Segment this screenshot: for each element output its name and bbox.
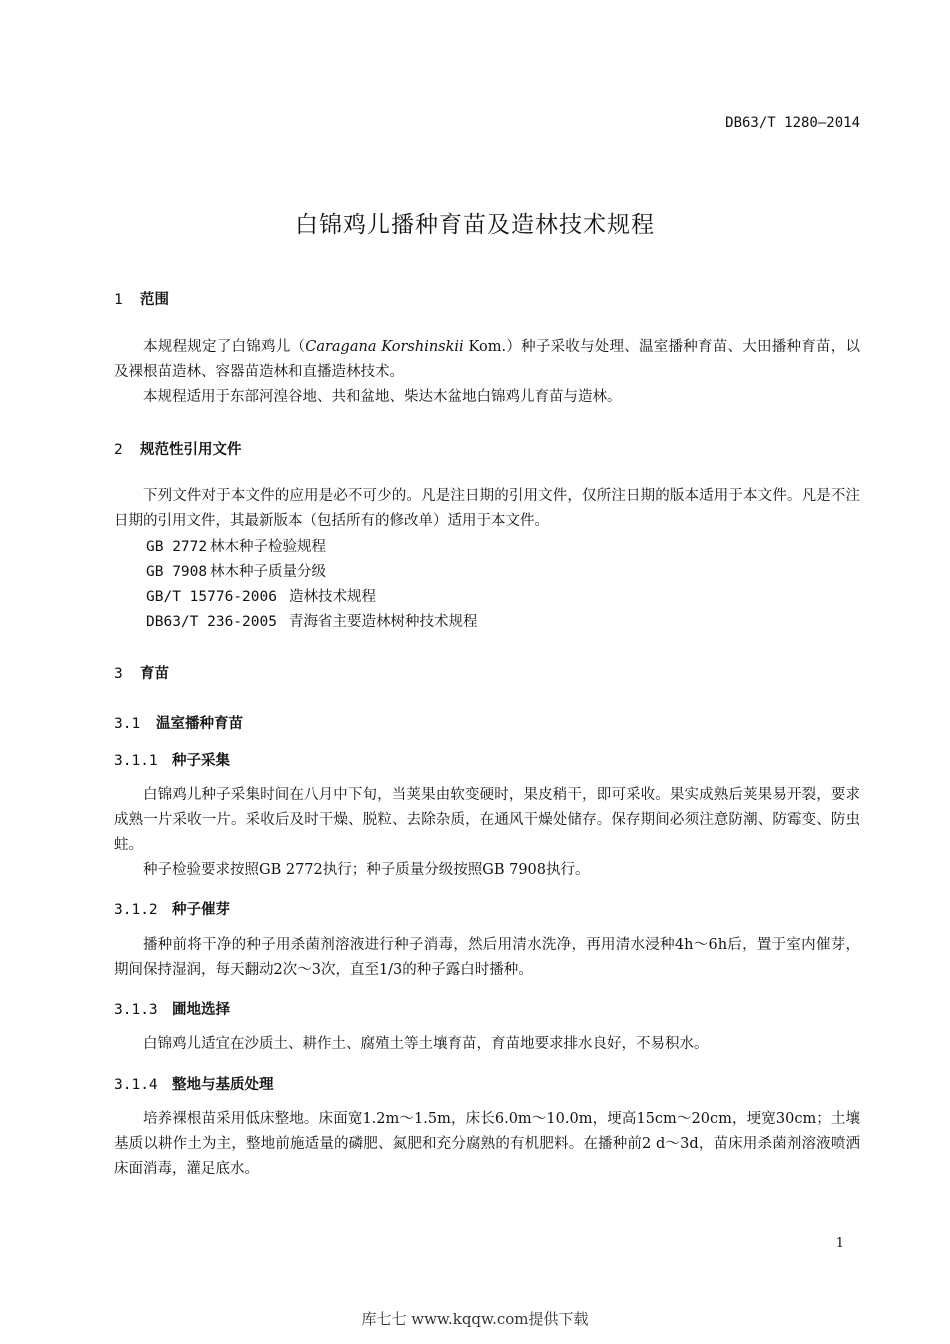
document-code: DB63/T 1280—2014 <box>725 115 860 131</box>
section-number: 3.1.2 <box>114 902 158 918</box>
section-title: 范围 <box>140 292 169 308</box>
section-1-heading <box>114 288 169 309</box>
section-2-heading <box>114 438 242 459</box>
section-number: 1 <box>114 292 123 308</box>
section-3-1-2-heading <box>114 898 230 919</box>
section-number: 3.1.4 <box>114 1077 158 1093</box>
paragraph: 培养裸根苗采用低床整地。床面宽1.2m～1.5m，床长6.0m～10.0m，埂高15cm～20cm，埂宽30cm；土壤基质以耕作土为主，整地前施适量的磷肥、氮肥和充分腐熟的有机肥料。在播种前2 d～3d，苗床用杀菌剂溶液喷洒床面消毒，灌足底水。 <box>114 1111 860 1177</box>
section-number: 2 <box>114 442 123 458</box>
latin-name: Caragana Korshinskii <box>305 339 464 355</box>
page-number: 1 <box>835 1236 844 1251</box>
section-title: 整地与基质处理 <box>172 1077 274 1093</box>
footer-watermark: 库七七 www.kqqw.com提供下载 <box>361 1310 589 1328</box>
section-3-1-4-heading <box>114 1073 274 1094</box>
paragraph: 本规程规定了白锦鸡儿（Caragana Korshinskii Kom.）种子采收与处理、温室播种育苗、大田播种育苗，以及裸根苗造林、容器苗造林和直播造林技术。 <box>114 339 861 380</box>
reference-item: DB63/T 236-2005 青海省主要造林树种技术规程 <box>146 614 478 630</box>
section-title: 规范性引用文件 <box>140 442 242 458</box>
section-number: 3.1.3 <box>114 1002 158 1018</box>
section-title: 育苗 <box>140 666 169 682</box>
section-3-heading <box>114 662 169 683</box>
paragraph: 播种前将干净的种子用杀菌剂溶液进行种子消毒，然后用清水洗净，再用清水浸种4h～6h后，置于室内催芽，期间保持湿润，每天翻动2次～3次，直至1/3的种子露白时播种。 <box>114 937 860 978</box>
reference-item: GB/T 15776-2006 造林技术规程 <box>146 589 376 605</box>
section-title: 种子采集 <box>172 753 230 769</box>
paragraph: 本规程适用于东部河湟谷地、共和盆地、柴达木盆地白锦鸡儿育苗与造林。 <box>143 389 622 405</box>
section-3-1-1-heading <box>114 749 230 770</box>
paragraph: 白锦鸡儿适宜在沙质土、耕作土、腐殖土等土壤育苗，育苗地要求排水良好，不易积水。 <box>143 1036 709 1052</box>
paragraph: 下列文件对于本文件的应用是必不可少的。凡是注日期的引用文件，仅所注日期的版本适用于本文件。凡是不注日期的引用文件，其最新版本（包括所有的修改单）适用于本文件。 <box>114 488 860 529</box>
paragraph: 白锦鸡儿种子采集时间在八月中下旬，当荚果由软变硬时，果皮稍干，即可采收。果实成熟后荚果易开裂，要求成熟一片采收一片。采收后及时干燥、脱粒、去除杂质，在通风干燥处储存。保存期间必须注意防潮、防霉变、防虫蛀。 <box>114 787 860 853</box>
section-3-1-3-heading <box>114 998 230 1019</box>
section-number: 3.1 <box>114 716 141 732</box>
section-title: 种子催芽 <box>172 902 230 918</box>
reference-item: GB 7908 林木种子质量分级 <box>146 564 326 580</box>
section-title: 圃地选择 <box>172 1002 230 1018</box>
reference-item: GB 2772 林木种子检验规程 <box>146 539 326 555</box>
section-3-1-heading <box>114 712 243 733</box>
section-number: 3 <box>114 666 123 682</box>
section-number: 3.1.1 <box>114 753 158 769</box>
paragraph: 种子检验要求按照GB 2772执行；种子质量分级按照GB 7908执行。 <box>143 862 590 878</box>
section-title: 温室播种育苗 <box>156 716 243 732</box>
document-title: 白锦鸡儿播种育苗及造林技术规程 <box>295 212 655 238</box>
